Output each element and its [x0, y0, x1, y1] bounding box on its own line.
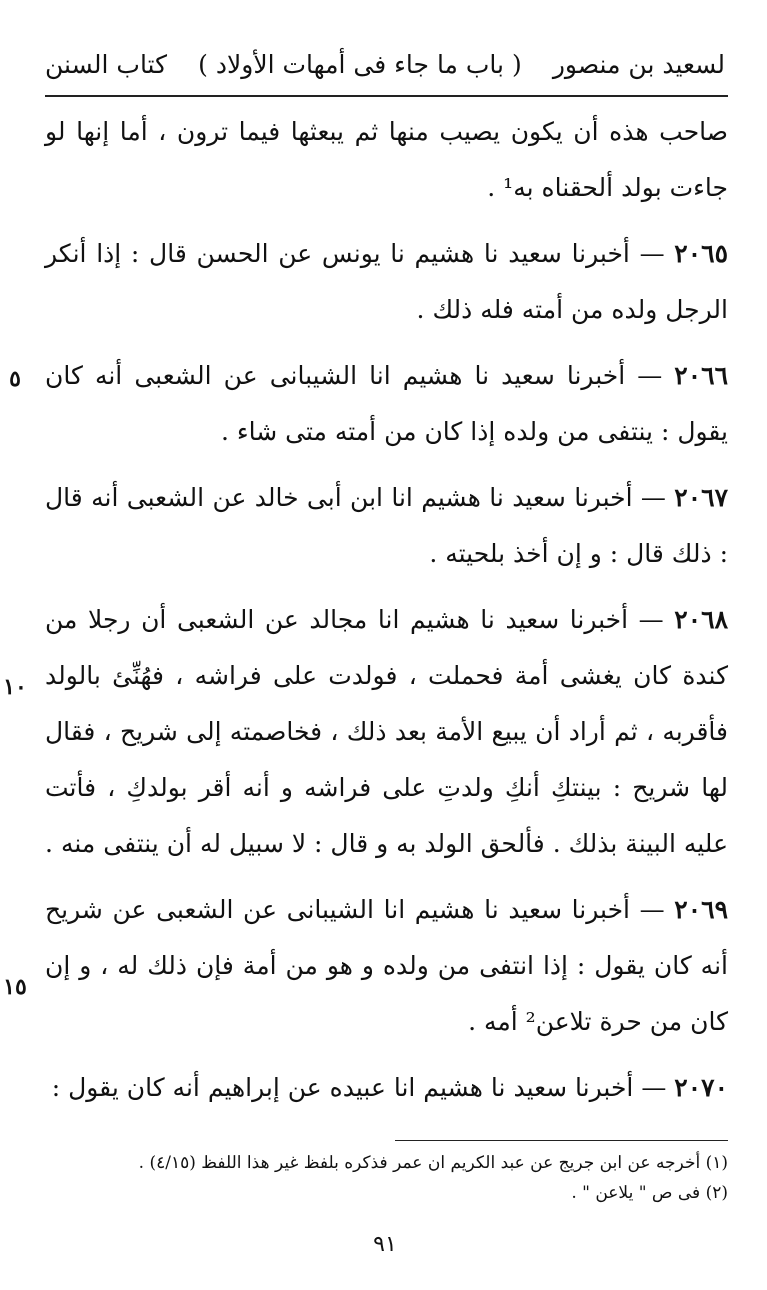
hadith-text: — أخبرنا سعيد نا هشيم نا يونس عن الحسن قال : إذا أنكر الرجل ولده من أمته فله ذلك . — [45, 239, 728, 324]
hadith-2066 — [45, 348, 728, 460]
hadith-2068 — [45, 592, 728, 872]
line-number-15: ١٥ — [3, 974, 27, 1000]
header-book-title: كتاب السنن — [45, 49, 168, 79]
main-text — [45, 104, 728, 1116]
header-chapter-title: ( باب ما جاء فى أمهات الأولاد ) — [198, 49, 522, 79]
footnote-1: (١) أخرجه عن ابن جريج عن عبد الكريم ان عمر فذكره بلفظ غير هذا اللفظ (٤/١٥) . — [138, 1153, 728, 1173]
hadith-2067 — [45, 470, 728, 582]
footnotes — [45, 1148, 728, 1208]
header-author: لسعيد بن منصور — [552, 49, 725, 79]
hadith-2070 — [45, 1060, 728, 1116]
hadith-number: ٢٠٧٠ — [674, 1073, 728, 1102]
hadith-number: ٢٠٦٦ — [674, 361, 728, 390]
running-header — [45, 42, 725, 86]
hadith-number: ٢٠٦٩ — [674, 895, 728, 924]
line-number-5: ٥ — [9, 366, 21, 392]
line-number-10: ١٠ — [3, 674, 27, 700]
hadith-2069 — [45, 882, 728, 1050]
hadith-text: — أخبرنا سعيد نا هشيم انا ابن أبى خالد عن الشعبى أنه قال : ذلك قال : و إن أخذ بلحيته . — [45, 483, 728, 568]
hadith-text: — أخبرنا سعيد نا هشيم انا مجالد عن الشعبى أن رجلا من كندة كان يغشى أمة فحملت ، فولدت على فراشه ، فهُنِّئ بالولد فأقربه ، ثم أراد أن يبيع الأمة بعد ذلك ، فخاصمته إلى شريح ، فقال لها شريح : بينتكِ أنكِ ولدتِ على فراشه و أنه أقر بولدكِ ، فأتت عليه البينة بذلك . فألحق الولد به و قال : لا سبيل له أن ينتفى منه . — [45, 605, 728, 858]
hadith-text: — أخبرنا سعيد نا هشيم انا عبيده عن إبراهيم أنه كان يقول : — [51, 1073, 675, 1102]
hadith-number: ٢٠٦٧ — [674, 483, 728, 512]
hadith-number: ٢٠٦٥ — [674, 239, 728, 268]
footnote-divider — [395, 1140, 728, 1141]
hadith-text: — أخبرنا سعيد نا هشيم انا الشيبانى عن الشعبى عن شريح أنه كان يقول : إذا انتفى من ولده و هو من أمة فإن ذلك له ، و إن كان من حرة تلاعن² أمه . — [45, 895, 728, 1036]
page-number: ٩١ — [373, 1232, 397, 1257]
hadith-2065 — [45, 226, 728, 338]
paragraph-text: صاحب هذه أن يكون يصيب منها ثم يبعثها فيما ترون ، أما إنها لو جاءت بولد ألحقناه به¹ . — [45, 117, 728, 202]
footnote-2: (٢) فى ص " يلاعن " . — [571, 1183, 728, 1203]
hadith-number: ٢٠٦٨ — [674, 605, 728, 634]
paragraph-continuation — [45, 104, 728, 216]
hadith-text: — أخبرنا سعيد نا هشيم انا الشيبانى عن الشعبى أنه كان يقول : ينتفى من ولده إذا كان من أمته متى شاء . — [45, 361, 728, 446]
header-divider — [45, 95, 728, 97]
